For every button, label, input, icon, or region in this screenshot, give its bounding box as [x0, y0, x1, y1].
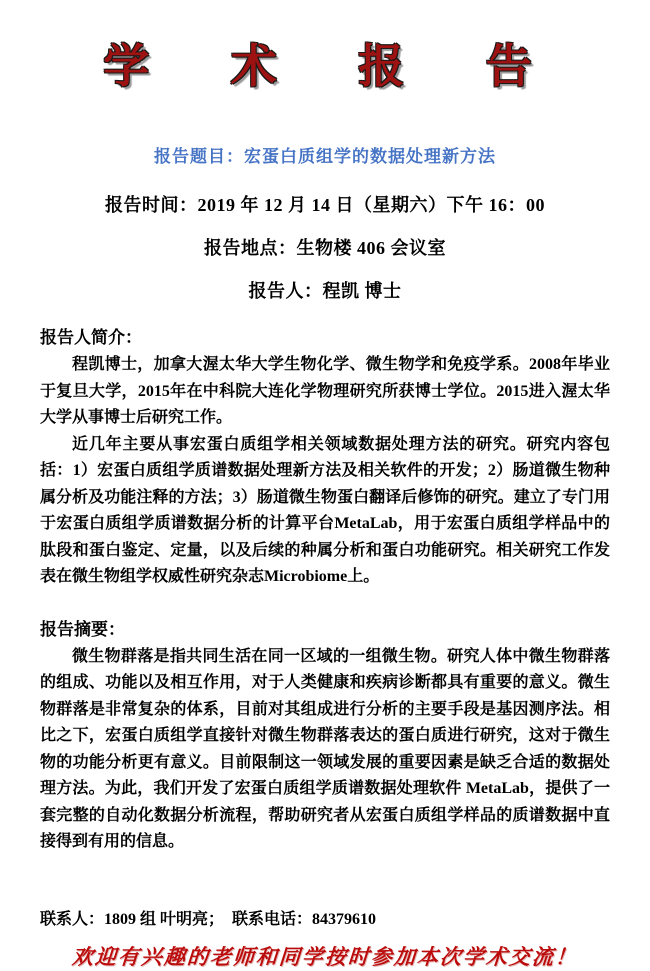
welcome-footer: 欢迎有兴趣的老师和同学按时参加本次学术交流！ [71, 944, 579, 969]
lecture-location: 报告地点：生物楼 406 会议室 [204, 238, 446, 258]
lecture-topic: 报告题目：宏蛋白质组学的数据处理新方法 [154, 147, 496, 166]
abstract-heading: 报告摘要： [40, 619, 125, 639]
bio-paragraph: 近几年主要从事宏蛋白质组学相关领域数据处理方法的研究。研究内容包括：1）宏蛋白质组学质谱数据处理新方法及相关软件的开发；2）肠道微生物种属分析及功能注释的方法；3）肠道微生物蛋白翻译后修饰的研究。建立了专门用于宏蛋白质组学质谱数据分析的计算平台MetaLab，用于宏蛋白质组学样品中的肽段和蛋白鉴定、定量，以及后续的种属分析和蛋白功能研究。相关研究工作发表在微生物组学权威性研究杂志Microbiome上。 [40, 435, 610, 585]
lecture-time: 报告时间：2019 年 12 月 14 日（星期六）下午 16：00 [105, 195, 545, 215]
page-title: 学 术 报 告 [103, 41, 547, 92]
presenter-bio-section [40, 323, 610, 591]
abstract-paragraph: 微生物群落是指共同生活在同一区域的一组微生物。研究人体中微生物群落的组成、功能以及相互作用，对于人类健康和疾病诊断都具有重要的意义。微生物群落是非常复杂的体系，目前对其组成进行分析的主要手段是基因测序法。相比之下，宏蛋白质组学直接针对微生物群落表达的蛋白质进行研究，这对于微生物的功能分析更有意义。目前限制这一领域发展的重要因素是缺乏合适的数据处理方法。为此，我们开发了宏蛋白质组学质谱数据处理软件 MetaLab，提供了一套完整的自动化数据分析流程，帮助研究者从宏蛋白质组学样品的质谱数据中直接得到有用的信息。 [40, 647, 610, 850]
bio-heading: 报告人简介： [40, 328, 142, 347]
bio-paragraph: 程凯博士，加拿大渥太华大学生物化学、微生物学和免疫学系。2008年毕业于复旦大学，2015年在中科院大连化学物理研究所获博士学位。2015进入渥太华大学从事博士后研究工作。 [40, 356, 610, 426]
lecture-presenter: 报告人：程凯 博士 [248, 281, 402, 301]
contact-info: 联系人：1809 组 叶明亮； 联系电话：84379610 [40, 910, 377, 928]
abstract-section [40, 615, 610, 856]
